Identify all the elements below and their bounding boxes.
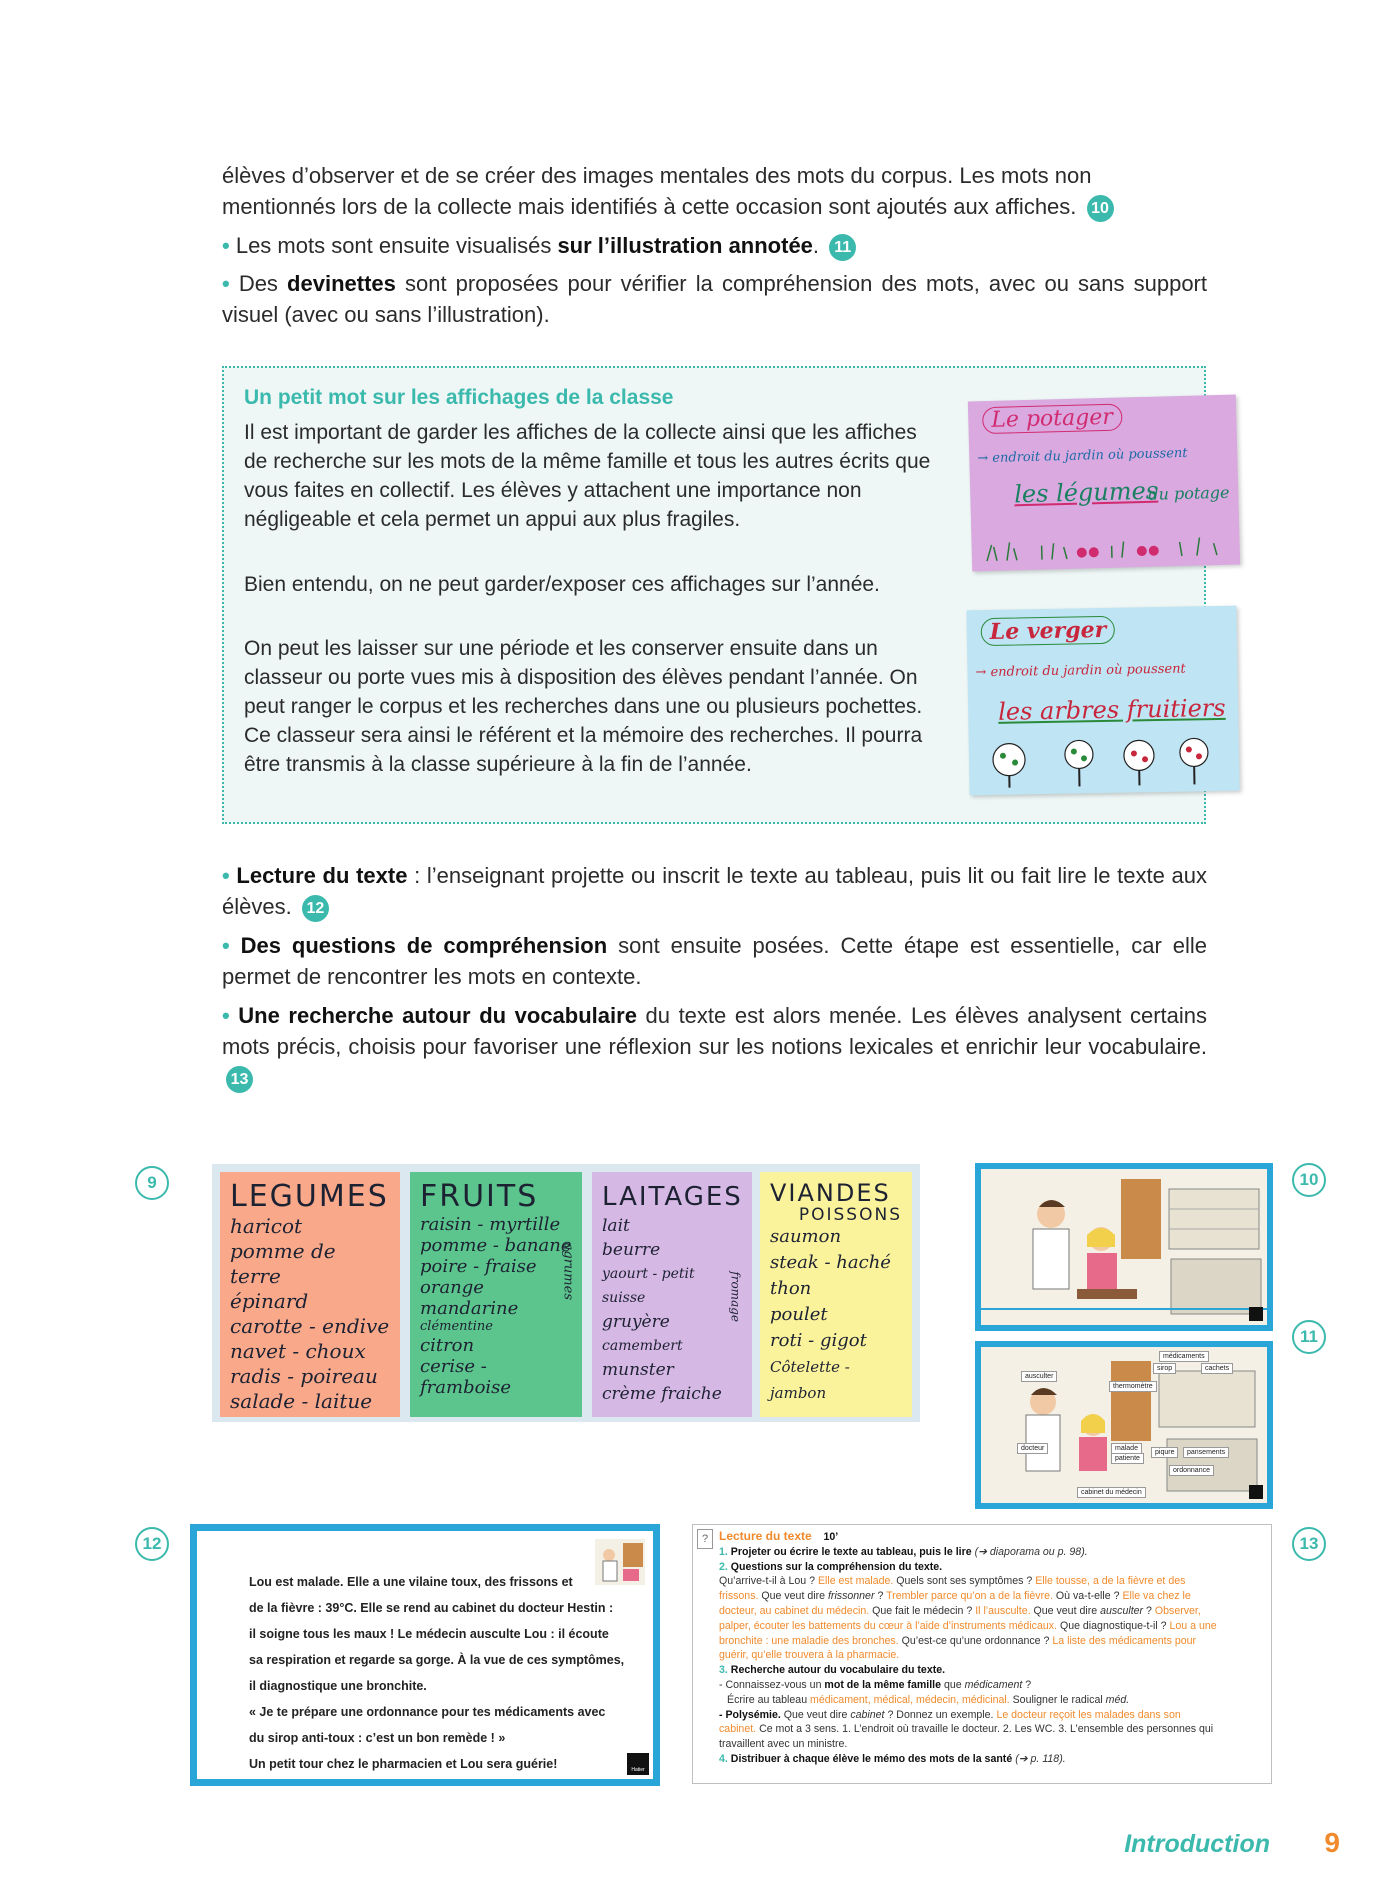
ref-badge-11: 11 [829, 234, 856, 261]
poster-viandes-header: VIANDES [770, 1179, 891, 1207]
intro-paragraph-3: • Des devinettes sont proposées pour vérifier la compréhension des mots, avec ou sans support visuel (avec ou sans l’illustration). [222, 271, 1207, 327]
bullet-icon: • [222, 233, 230, 258]
verger-card-line1: → endroit du jardin où poussent [975, 661, 1186, 681]
bullet-icon: • [222, 1003, 230, 1028]
lesson-title: Lecture du texte [719, 1529, 812, 1543]
potager-card [968, 395, 1240, 572]
figure-number-10: 10 [1292, 1163, 1326, 1197]
poster-laitages: LAITAGES lait beurre yaourt - petit suisse gruyère camembert munster crème fraiche fromage [592, 1172, 752, 1417]
text-slide-body: Lou est malade. Elle a une vilaine toux, des frissons et de la fièvre : 39°C. Elle se rend au cabinet du docteur Hestin : il soigne tous les maux ! Le médecin ausculte Lou : il écoute sa respiration et regarde sa gorge. À la vue de ces symptômes, il diagnostique une bronchite. « Je te prépare une ordonnance pour tes médicaments avec du sirop anti-toux : c’est un bon remède ! » Un petit tour chez le pharmacien et Lou sera guérie! [249, 1575, 625, 1771]
poster-viandes: VIANDES POISSONS saumon steak - haché thon poulet roti - gigot Côtelette - jambon [760, 1172, 912, 1417]
hatier-logo [1249, 1307, 1263, 1321]
info-box-paragraph-2: Bien entendu, on ne peut garder/exposer ces affichages sur l’année. [244, 573, 880, 596]
poster-legumes-header: LEGUMES [230, 1179, 389, 1214]
info-box-paragraph-3: On peut les laisser sur une période et les conserver ensuite dans un classeur ou porte vues mis à disposition des élèves pendant l’année. On peut ranger le corpus et les recherches dans une ou plusieurs pochettes. Ce classeur sera ainsi le référent et la mémoire des recherches. Il pourra être transmis à la classe supérieure à la fin de l’année. [244, 637, 923, 776]
lesson-extract: ? Lecture du texte 10’ 1. Projeter ou écrire le texte au tableau, puis le lire (➔ diaporama ou p. 98). 2. Questions sur la compréhension du texte. Qu’arrive-t-il à Lou ? Elle est malade. Quels sont ses symptômes ? Elle tousse, a de la fièvre et des frissons. Que veut dire frissonner ? Trembler parce qu’on a de la fièvre. Où va-t-elle ? Elle va chez le docteur, au cabinet du médecin. Que fait le médecin ? Il l’ausculte. Que veut dire ausculter ? Observer, palper, écouter les battements du cœur à l’aide d’instruments médicaux. Que diagnostique-t-il ? Lou a une bronchite : une maladie des bronches. Qu’est-ce qu’une ordonnance ? La liste des médicaments pour guérir, qu’elle trouvera à la pharmacie. 3. Recherche autour du vocabulaire du texte. - Connaissez-vous un mot de la même famille que médicament ? Écrire au tableau médicament, médical, médecin, médicinal. Souligner le radical méd. - Polysémie. Que veut dire cabinet ? Donnez un exemple. Le docteur reçoit les malades dans son cabinet. Ce mot a 3 sens. 1. L’endroit où travaille le docteur. 2. Les WC. 3. L’ensemble des personnes qui travaillent avec un ministre. 4. Distribuer à chaque élève le mémo des mots de la santé (➔ p. 118). [692, 1524, 1272, 1784]
intro-line-1: élèves d’observer et de se créer des images mentales des mots du corpus. Les mots non [222, 163, 1092, 188]
poster-fruits-header: FRUITS [420, 1179, 539, 1214]
plants-icon [981, 531, 1232, 566]
step-recherche: • Une recherche autour du vocabulaire du texte est alors menée. Les élèves analysent certains mots précis, choisis pour favoriser une réflexion sur les notions lexicales et enrichir leur vocabulaire. 13 [222, 1000, 1207, 1093]
lesson-icon: ? [697, 1529, 713, 1549]
ref-badge-12: 12 [302, 895, 329, 922]
text-slide [190, 1524, 660, 1786]
hatier-logo [1249, 1485, 1263, 1499]
ref-badge-13: 13 [226, 1066, 253, 1093]
intro-paragraph-1 [222, 160, 1207, 222]
figure-number-11: 11 [1292, 1320, 1326, 1354]
figure-number-12: 12 [135, 1527, 169, 1561]
poster-legumes: LEGUMES haricot pomme de terre épinard carotte - endive navet - choux radis - poireau salade - laitue [220, 1172, 400, 1417]
bullet-icon: • [222, 933, 230, 958]
figure-number-9: 9 [135, 1166, 169, 1200]
lesson-duration: 10’ [823, 1531, 839, 1543]
info-box-paragraph-1: Il est important de garder les affiches de la collecte ainsi que les affiches de recherche sur les mots de la même famille et tous les autres écrits que vous faites en collectif. Les élèves y attachent une importance non négligeable et cela permet un appui aux plus fragiles. [244, 421, 931, 531]
step-questions: • Des questions de compréhension sont ensuite posées. Cette étape est essentielle, car elle permet de rencontrer les mots en contexte. [222, 933, 1207, 989]
verger-card-title: Le verger [981, 616, 1116, 646]
annotated-illustration: médicaments sirop cachets ausculter thermomètre docteur malade patiente piqure pansements ordonnance cabinet du médecin [975, 1341, 1273, 1509]
poster-fruits: FRUITS raisin - myrtille pomme - banane poire - fraise orange mandarine clémentine citron cerise - framboise agrumes [410, 1172, 582, 1417]
doctor-illustration [975, 1163, 1273, 1331]
intro-paragraph-2: • Les mots sont ensuite visualisés sur l’illustration annotée. 11 [222, 230, 1207, 261]
doctor-scene-icon [981, 1169, 1267, 1325]
figure-number-13: 13 [1292, 1527, 1326, 1561]
bullet-icon: • [222, 271, 230, 296]
intro-line-2: mentionnés lors de la collecte mais identifiés à cette occasion sont ajoutés aux affiches. [222, 194, 1077, 219]
bullet-icon: • [222, 863, 230, 888]
potager-card-line1: → endroit du jardin où poussent [977, 445, 1188, 467]
poster-poissons-header: POISSONS [798, 1205, 902, 1225]
page-number: 9 [1324, 1827, 1340, 1858]
info-box-title: Un petit mot sur les affichages de la classe [244, 386, 674, 409]
step-lecture: • Lecture du texte : l’enseignant projette ou inscrit le texte au tableau, puis lit ou fait lire le texte aux élèves. 12 [222, 860, 1207, 922]
verger-card [966, 606, 1239, 796]
potager-card-legumes: les légumes [1013, 476, 1159, 509]
poster-laitages-header: LAITAGES [602, 1182, 743, 1212]
trees-icon [979, 734, 1230, 790]
footer-section: Introduction [1124, 1830, 1270, 1858]
ref-badge-10: 10 [1087, 195, 1114, 222]
potager-card-potage: du potage [1148, 482, 1230, 504]
potager-card-title: Le potager [982, 404, 1122, 435]
verger-card-arbres: les arbres fruitiers [997, 693, 1226, 726]
hatier-logo: Hatier [627, 1753, 649, 1775]
